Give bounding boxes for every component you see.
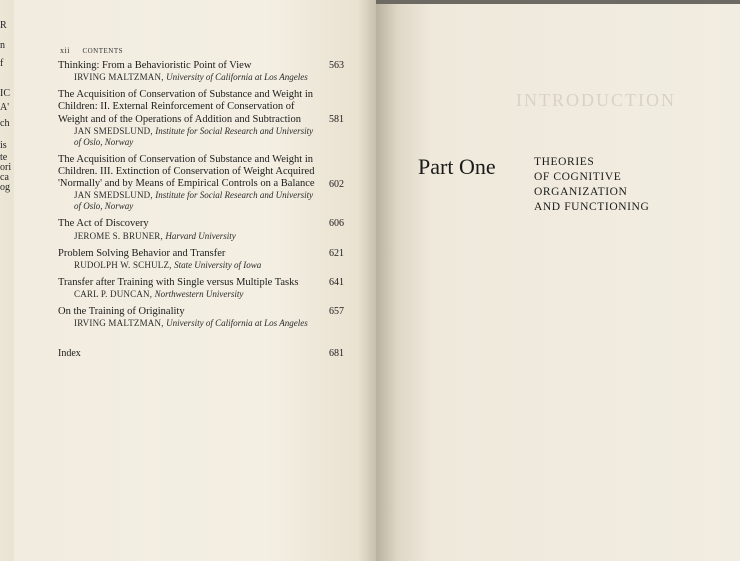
toc-entry-title: Transfer after Training with Single versus Multiple Tasks [58, 276, 299, 288]
toc-entry-author [58, 289, 344, 300]
edge-text-fragment: te [0, 152, 8, 163]
part-title-line: OF COGNITIVE [534, 171, 622, 183]
edge-text-fragment: og [0, 182, 10, 193]
part-label: Part One [418, 154, 496, 179]
toc-entry-author [58, 190, 344, 212]
edge-text-fragment: f [0, 58, 4, 69]
page-header [60, 46, 123, 55]
toc-entry [58, 306, 344, 329]
toc-index-entry [58, 348, 344, 359]
author-name: RUDOLPH W. SCHULZ, [74, 259, 175, 270]
author-affiliation: Institute for Social Research and University of Oslo, Norway [74, 190, 314, 212]
toc-entry [58, 60, 344, 83]
toc-entry-author [58, 318, 344, 329]
toc-entry-author [58, 231, 344, 242]
edge-text-fragment: n [0, 40, 5, 51]
toc-page-number: 602 [329, 178, 344, 190]
toc-entry-author [58, 72, 344, 83]
part-title-line: ORGANIZATION [534, 186, 628, 198]
author-affiliation: University of California at Los Angeles [166, 72, 308, 83]
index-label: Index [58, 348, 81, 359]
edge-text-fragment: ca [0, 172, 9, 183]
edge-text-fragment: ori [0, 162, 12, 173]
author-affiliation: University of California at Los Angeles [166, 318, 308, 329]
toc-entry [58, 89, 344, 148]
author-name: JAN SMEDSLUND, [74, 125, 156, 136]
edge-text-fragment: R [0, 20, 7, 31]
page-number: xii [60, 46, 70, 55]
index-page: 681 [329, 348, 344, 359]
running-head: CONTENTS [82, 47, 124, 55]
edge-text-fragment: A' [0, 102, 10, 113]
toc-entry-author [58, 260, 344, 271]
part-title [534, 155, 694, 215]
author-name: JAN SMEDSLUND, [74, 190, 156, 201]
author-name: JEROME S. BRUNER, [74, 230, 166, 241]
toc-page-number: 657 [329, 306, 344, 318]
toc-page-number: 641 [329, 276, 344, 288]
toc-entry-title: On the Training of Originality [58, 306, 185, 318]
toc-page-number: 606 [329, 218, 344, 230]
table-of-contents [58, 60, 344, 335]
toc-entry [58, 248, 344, 271]
toc-page-number: 621 [329, 247, 344, 259]
toc-entry-author [58, 126, 344, 148]
author-affiliation: Institute for Social Research and University of Oslo, Norway [74, 125, 314, 147]
toc-entry-title: The Acquisition of Conservation of Substance and Weight in Children. III. Extinction of Conservation of Weight Acquired 'Normally' and by Means of Empirical Controls on a Balance [58, 153, 315, 190]
toc-entry-title: Problem Solving Behavior and Transfer [58, 247, 226, 259]
toc-page-number: 581 [329, 114, 344, 126]
author-affiliation: Harvard University [165, 230, 236, 241]
edge-text-fragment: ch [0, 118, 10, 129]
toc-entry [58, 218, 344, 241]
edge-text-fragment: is [0, 140, 7, 151]
toc-entry-title: Thinking: From a Behavioristic Point of View [58, 60, 252, 71]
author-affiliation: State University of Iowa [174, 259, 262, 270]
part-title-line: AND FUNCTIONING [534, 201, 650, 213]
author-name: IRVING MALTZMAN, [74, 318, 167, 329]
right-page [376, 4, 740, 561]
toc-entry [58, 154, 344, 213]
toc-entry-title: The Act of Discovery [58, 218, 149, 230]
author-affiliation: Northwestern University [154, 289, 244, 300]
author-name: CARL P. DUNCAN, [74, 289, 155, 300]
author-name: IRVING MALTZMAN, [74, 72, 167, 83]
toc-entry [58, 277, 344, 300]
part-title-line: THEORIES [534, 156, 595, 168]
toc-entry-title: The Acquisition of Conservation of Substance and Weight in Children: II. External Reinforcement of Conservation of Weight and of the Operations of Addition and Subtraction [58, 89, 314, 125]
toc-page-number: 563 [329, 60, 344, 71]
bleed-through-text: INTRODUCTION [516, 90, 676, 110]
edge-text-fragment: IC [0, 88, 10, 99]
